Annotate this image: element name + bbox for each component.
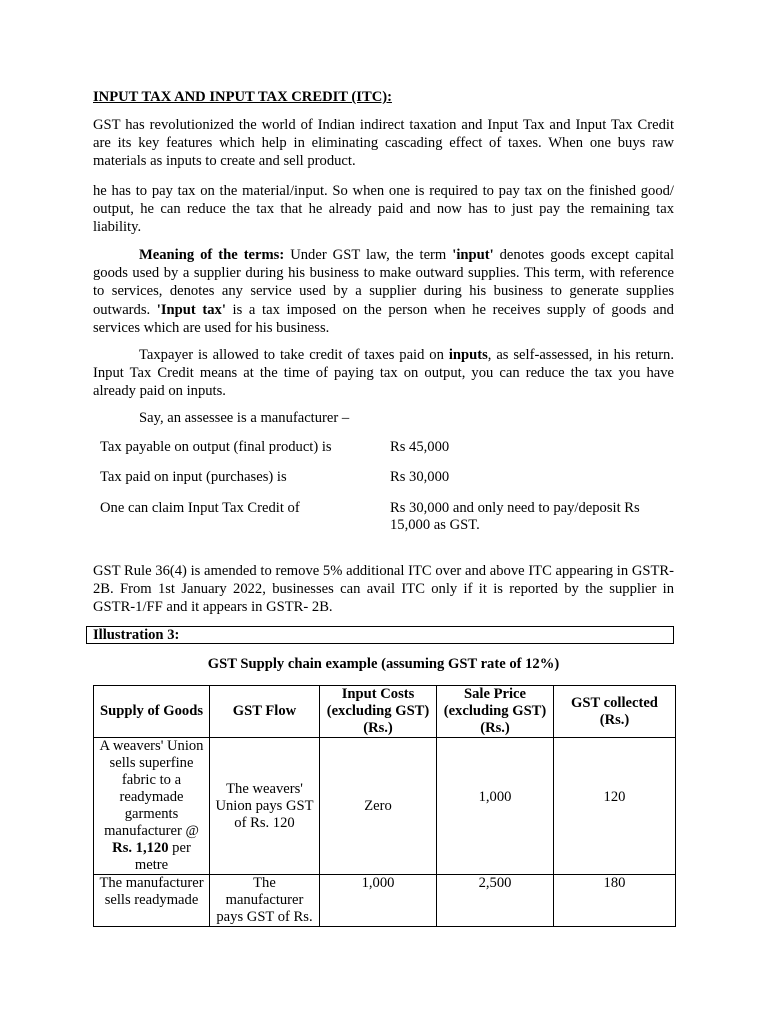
- example-label-output: Tax payable on output (final product) is: [100, 439, 332, 455]
- meaning-text-1: Under GST law, the term: [284, 247, 453, 263]
- header-sale-price: Sale Price (excluding GST) (Rs.): [437, 686, 554, 738]
- meaning-label: Meaning of the terms:: [139, 247, 285, 263]
- example-label-input: Tax paid on input (purchases) is: [100, 469, 287, 485]
- cell-supply-text: A weavers' Union sells superfine fabric to a readymade garments manufacturer @: [99, 738, 204, 839]
- example-value-itc: Rs 30,000 and only need to pay/deposit Rs 15,000 as GST.: [390, 500, 640, 533]
- example-value-output: Rs 45,000: [390, 439, 450, 455]
- illustration-label: Illustration 3:: [86, 626, 674, 644]
- intro-paragraph: GST has revolutionized the world of Indian indirect taxation and Input Tax and Input Tax Credit are its key features which help in eliminating cascading effect of taxes. When one buys raw materials as inputs to create and sell product.: [93, 117, 674, 170]
- cell-supply: The manufacturer sells readymade: [94, 875, 210, 927]
- taxpayer-text-2: , as self-assessed, in his return. Input Tax Credit means at the time of paying tax on output, you can reduce the tax you have already paid on inputs.: [93, 347, 675, 400]
- example-value-input: Rs 30,000: [390, 469, 450, 485]
- header-supply: Supply of Goods: [94, 686, 210, 738]
- meaning-text-2: denotes goods except capital goods used by a supplier during his business to make outward supplies. This term, with reference to services, denotes any service used by a supplier during his business to generate supplies outwards.: [93, 247, 675, 318]
- cell-input: 1,000: [320, 875, 437, 927]
- input-term: 'input': [452, 247, 494, 263]
- example-intro: Say, an assessee is a manufacturer –: [139, 410, 350, 426]
- table-row: [94, 875, 676, 927]
- cell-flow: The weavers' Union pays GST of Rs. 120: [210, 738, 320, 875]
- meaning-paragraph: [93, 246, 674, 337]
- header-gst-collected: GST collected (Rs.): [554, 686, 676, 738]
- cell-input: Zero: [320, 738, 437, 875]
- gst-supply-chain-table: [93, 685, 676, 927]
- cell-gst: 180: [554, 875, 676, 927]
- example-label-itc: One can claim Input Tax Credit of: [100, 500, 300, 516]
- inputs-term: inputs: [448, 347, 488, 363]
- rule-paragraph: GST Rule 36(4) is amended to remove 5% additional ITC over and above ITC appearing in GSTR-2B. From 1st January 2022, businesses can avail ITC only if it is reported by the supplier in GSTR-1/FF and it appears in GSTR- 2B.: [93, 563, 674, 616]
- cell-sale: 2,500: [437, 875, 554, 927]
- table-title: GST Supply chain example (assuming GST rate of 12%): [207, 656, 560, 672]
- cell-supply-price: Rs. 1,120: [112, 840, 169, 856]
- cell-supply-tail: per metre: [134, 840, 191, 873]
- taxpayer-paragraph: [93, 346, 674, 401]
- input-tax-term: 'Input tax': [156, 301, 226, 318]
- header-input-costs: Input Costs (excluding GST) (Rs.): [320, 686, 437, 738]
- meaning-text-3: is a tax imposed on the person when he receives supply of goods and services which are used for his business.: [93, 301, 674, 336]
- table-header-row: [94, 686, 676, 738]
- input-tax-paragraph: he has to pay tax on the material/input. So when one is required to pay tax on the finished good/ output, he can reduce the tax that he already paid and now has to just pay the remaining tax liability.: [93, 183, 674, 236]
- cell-sale: 1,000: [437, 738, 554, 875]
- table-row: [94, 738, 676, 875]
- section-heading: INPUT TAX AND INPUT TAX CREDIT (ITC):: [93, 89, 392, 105]
- cell-supply: [94, 738, 210, 875]
- header-flow: GST Flow: [210, 686, 320, 738]
- cell-gst: 120: [554, 738, 676, 875]
- cell-flow: The manufacturer pays GST of Rs.: [210, 875, 320, 927]
- taxpayer-text-1: Taxpayer is allowed to take credit of taxes paid on: [139, 347, 449, 363]
